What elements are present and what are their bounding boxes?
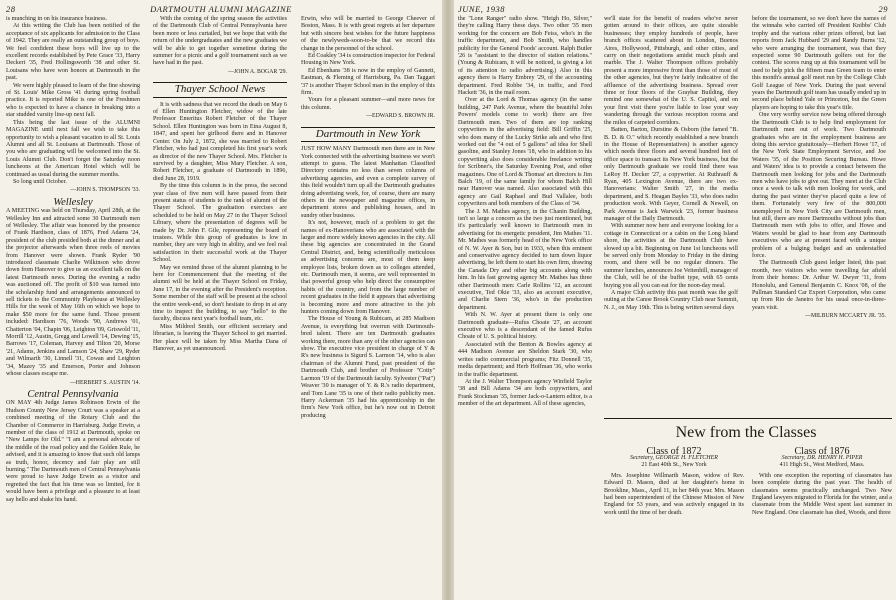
paragraph: Batten, Barton, Durstine & Osborn (the famed "B. B. D. & O." which recently established a new branch in the House of Representatives) is another agency which needs three floors and several hundred feet of office space to transact its New York business, but the only Dartmouth graduate we could find there was LeRoy H. Decker '27, a copywriter. At Ruthrauff & Ryan, 405 Lexington Avenue, there are two ex-Hanoverians: Walter Smith '27, in the media department, and S. Heagan Bayles '33, who does radio production work. With Geyer, Cornell & Newell, on Park Avenue is Jack Warwick '23, former business manager of the Daily Dartmouth. [604, 127, 738, 222]
paragraph: Ed Ebenhans '38 is now in the employ of Gannett, Eastman, & Fleming of Harrisburg, Pa. Dan Taggart '37 is another Thayer School man in the employ of this firm. [301, 67, 435, 97]
paragraph: At the J. Walter Thompson agency Winfield Taylor '38 and Bill Adams '34 are both copywriters, and Frank Stockman '35, former Jack-o-Lantern editor, is a member of the art department. All of these agencies, [458, 378, 592, 408]
class-address: 21 East 40th St., New York [641, 462, 707, 469]
paragraph: we'll state for the benefit of readers who've never gotten around to their offices, are quite sizeable businesses; they employ hundreds of people, have branch offices scattered about in London, Buenos Aires, Hollywood, Pittsburgh, and other cities, and carry on their negotiations amidst much plush and marble. The J. Walter Thompson offices probably present a more impressive front than those of most of the other agencies, but they're fairly indicative of the affluence of the advertising business. Spread over three or four floors of the Graybar Building, they remind one somewhat of the U. S. Capitol, and on your first visit there you're liable to lose your way wandering through the various reception rooms and the miles of carpeted corridors. [604, 16, 738, 126]
paragraph: A major Club activity this past month was the golf outing at the Canoe Brook Country Club near Summit, N. J., on May 19th. This is being written several days [604, 290, 738, 311]
class-title: Class of 1876 [794, 446, 850, 457]
paragraph: It is with sadness that we record the death on May 6 of Ellen Huntington Fletcher, widow of the late Professor Emeritus Robert Fletcher of the Thayer School. Ellen Huntington was born in Etna August 8, 1847, and spent her girlhood there and in Hanover Center. On July 2, 1872, she was married to Robert Fletcher, who had just completed his first year's work as director of the new Thayer School. Mrs. Fletcher is survived by a daughter, Miss Mary Fletcher. A son, Robert Fletcher, a graduate of Dartmouth in 1896, died June 28, 1919. [153, 101, 287, 182]
paragraph: is munching in on his insurance business. [6, 16, 108, 22]
paragraph: Erwin, who will be married to George Cheever of Boston, Mass. It is with great regrets at her departure but with sincere best wishes for the future happiness of the newlyweds-soon-to-be that we record this change in the personnel of the school. [301, 16, 435, 52]
class-address: 411 High St., West Medford, Mass. [779, 462, 865, 469]
section-title-thayer: Thayer School News [153, 82, 287, 97]
section-title-wellesley: Wellesley [53, 196, 93, 208]
paragraph: JUST HOW MANY Dartmouth men there are in New York connected with the advertising business we won't attempt to guess. The latest Manhattan Classified Directory contains no less than seven columns of advertising agencies, and even a complete survey of this field wouldn't turn up all the Dartmouth graduates doing advertising work, for, of course, there are many others in the newspaper and magazine offices, in department stores and publishing houses, and in sundry other business. [301, 146, 435, 219]
paragraph: The House of Young & Rubicam, at 285 Madison Avenue, is everything but overrun with Dartmouth-bred talent. There are ten Dartmouth graduates working there, more than any of the other agencies can show. The executive vice president in charge of Y & R's new business is Sigurd S. Larmon '14, who is also chairman of the Alumni Fund, past president of the Dartmouth Club, and brother of Professor "Cotty" Larmon '19 of the Dartmouth faculty. Sylvester ("Pat") Weaver '30 is manager of Y. & R.'s radio department, and Tom Lane '35 is one of their radio publicity men. Harry Ackerman '35 had his apprenticeship in the firm's New York office, but he's now out in Detroit producing [301, 316, 436, 419]
paragraph: At this writing the Club has been notified of the acceptance of six applicants for admission to the Class of 1942. They are really an outstanding group of boys. We feel confident these boys will live up to the excellent records established by Pete Grace '33, Harry Deckert '35, Fred Hollingsworth '38 and other St. Louisans who have won honors at Dartmouth in the past. [6, 23, 140, 82]
paragraph: The J. M. Mathes agency, in the Chanin Building, isn't so large a concern as the two just mentioned, but it's particularly well known to Dartmouth men in advertising for its energetic president, Jim Mathes '11. Mr. Mathes was formerly head of the New York office of N. W. Ayer & Son, but in 1933, when this eminent and conservative agency decided to turn down liquor advertising, he left them to start his own firm, drawing the Canada Dry and other big accounts along with him. In his fast growing agency Mr. Mathes has three other Dartmouth men: Carle Rollins '12, an account executive, Ted Okie '33, also an account executive, and Charlie Stern '36, who's in the production department. [458, 208, 592, 311]
class-1872 [604, 448, 744, 517]
paragraph: May we remind those of the alumni planning to be here for Commencement that the meeting of the alumni will be held at the Thayer School on Friday, June 17, in the evening after the President's reception. Some member of the staff will be present at the school the entire week-end, so don't hesitate to drop in at any time to inspect the building, to say "hello" to the faculty, discuss next year's football team, etc. [153, 264, 287, 323]
signature: —JOHN S. THOMPSON '33. [70, 187, 140, 194]
running-head-left: DARTMOUTH ALUMNI MAGAZINE [150, 4, 292, 14]
section-title-central-pennsylvania: Central Pennsylvania [27, 388, 119, 400]
right-column-1 [458, 16, 592, 409]
paragraph: With N. W. Ayer at present there is only one Dartmouth graduate—Rufus Choate '27, an account executive who is a descendant of the famed Rufus Choate of U. S. political history. [458, 312, 592, 341]
paragraph: Ed Coakley '34 is construction inspector for Federal Housing in New York. [301, 53, 435, 67]
paragraph: By the time this column is in the press, the second year class of five men will have passed from their present status of students to the rank of alumni of the Thayer School. The graduation exercises are scheduled to be held on May 27 in the Thayer School Library, where the presentation of degrees will be made by Dr. John F. Gile, representing the board of trustees. While this group of graduates is low in number, they are very high in ability, and we feel real satisfaction in their successful work at the Thayer School. [153, 183, 287, 264]
divider [604, 418, 892, 419]
paragraph: Mrs. Josephine Willmarth Mason, widow of Rev. Edward D. Mason, died at her daughter's home in Brookline, Mass., April 11, in her 84th year. Mrs. Mason had been superintendent of the Chinese Mission of New England for 53 years, and was actively engaged in its work until the time of her death. [604, 472, 744, 516]
binding-gutter [442, 0, 454, 600]
right-page [454, 0, 896, 600]
paragraph: With summer now here and everyone looking for a cottage in Connecticut or a cabin on the Long Island shore, the activities at the Dartmouth Club have slowed up a bit. Beginning on June 1st luncheons will be served only from Monday to Friday in the dining room, and there will be no regular dinners. The summer lunches, announces Joe Veitenhill, manager of the Club, will be of the buffet type, with 65 cents buying you all you can eat for the noon-day meal. [604, 223, 738, 289]
classes-heading: New from the Classes [675, 424, 817, 441]
class-title: Class of 1872 [646, 446, 702, 457]
right-column-2 [604, 16, 738, 416]
paragraph: This being the last issue of the ALUMNI MAGAZINE until next fall we wish to take this opportunity to wish a pleasant vacation to all St. Louis Alumni and all St. Louisans at Dartmouth. Those of you who are graduating will be welcomed into the St. Louis Alumni Club. Don't forget the Saturday noon luncheons at the American Hotel which will be continued as usual during the summer months. [6, 119, 140, 178]
paragraph: before the tournament, so we don't have the names of the winnahs who carried off President Knibbs' Club trophy and the various other prizes offered, but last reports from Jack Hubbard '29 and Randy Burns '12, who were arranging the tournament, was that they expected some 90 Dartmouth golfers out for the contest. The scores rung up at this tournament will be used to help pick the fifteen man Green team to enter this month's annual golf meet run by the College Club Golf League of New York. During the past several years the Dartmouth golf team has usually ended up in second place behind Yale or Princeton, but the Green players are hoping to take this year's title. [752, 16, 886, 111]
paragraph: It's not, however, much of a problem to get the names of ex-Hanoverians who are associated with the larger and more widely known agencies in the city. All these big agencies are concentrated in the Grand Central District, and, being scientifically meticulous as advertising concerns are, most of them keep employee lists, broken down as to colleges attended, etc. Dartmouth men, it seems, are well represented in that powerful group who help direct the consumptive habits of the country, and from the large number of recent graduates in the field it appears that advertising is becoming more and more attractive to the job hunters coming down from Hanover. [301, 220, 435, 316]
paragraph: Miss Mildred Smith, our efficient secretary and librarian, is leaving the Thayer School to get married. Her place will be taken by Miss Martha Dana of Hanover, as yet unannounced. [153, 323, 287, 353]
paragraph: With the coming of the spring season the activities of the Dartmouth Club of Central Pennsylvania have been more or less curtailed, but we hope that with the return of the undergraduates and the new graduates we will be able to get together sometime during the summer for a picnic and a golf tournament such as we have had in the past. [153, 16, 287, 67]
section-title-new-york: Dartmouth in New York [301, 127, 435, 142]
right-column-3 [752, 16, 886, 416]
paragraph: The Dartmouth Club guest ledger listed, this past month, two visitors who were travelling far afield from their homes: Dr. Arthur W. Dwyer '11, from Honolulu, and General Benjamin C. Knox '08, of the Pullman Standard Car Export Corporation, who came up from Rio de Janeiro for his usual once-in-three-years visit. [752, 260, 886, 311]
signature: —HERBERT S. AUSTIN '14. [70, 379, 140, 386]
paragraph: the "Lone Ranger" radio show. "Heigh Ho, Silver," they're calling Harry these days. Two other '35 men working for the concern are Bob Feiss, who's in the traffic department, and Bob Smith, who handles publicity for the General Foods' account. Ralph Butler '26 is "assistant to the director of station relations." (Young & Rubicam, it will be noticed, is giving a lot of its attention to radio advertising.) Also in this agency there is Harry Embrey '29, of the accounting department. Fred Robbe '34, in traffic, and Fred Hackett '36, in the mail room. [458, 16, 592, 97]
paragraph: With one exception the reporting of classmates has been complete during the past year. The health of classmates seems practically unchanged. Two New England lawyers migrated to Florida for the winter, and a classmate from the Middle West spent last summer in New England. One classmate has died, Woods, and three [752, 472, 892, 516]
left-page-number: 28 [6, 4, 16, 14]
signature: —MILBURN MCCARTY JR. '35. [805, 313, 886, 320]
paragraph: One very worthy service now being offered through the Dartmouth Club is to help find employment for Dartmouth men out of work. Two Dartmouth graduates who are in the employment business are doing this service gratuitously—Herbert Howe '17, of the New York State Employment Service, and Joe Waters '35, of the Position Securing Bureau. Howe and Waters' idea is to provide a contact between the Dartmouth men looking for jobs and the Dartmouth men who have jobs to give out. They meet at the Club once a week to talk with men looking for work, and during the past winter they've placed quite a few of them. Fortunately very few of the 800,000 unemployed in New York City are Dartmouth men, but still, there are more Dartmouths without jobs than Dartmouth men with jobs to offer, and Howe and Waters would be glad to hear from any Dartmouth executives who are at present faced with a unique problem of a bulging budget and an understaffed force. [752, 112, 886, 259]
running-head-date: JUNE, 1938 [458, 4, 506, 14]
left-column-3 [301, 16, 435, 420]
paragraph: Associated with the Benton & Bowles agency at 444 Madison Avenue are Sheldon Stark '30, who writes radio commercial programs; Fitz Donnell '35, media department; and Herb Hoffman '36, who works in the traffic department. [458, 341, 592, 378]
paragraph: Yours for a pleasant summer—and more news for this column. [301, 97, 435, 111]
paragraph: So long until October. [13, 178, 67, 185]
paragraph: A MEETING was held on Thursday, April 28th, at the Wellesley Inn and attracted some 30 Dartmouth men of Wellesley. The affair was honored by the presence of Frank Hardison, class of 1876, Fred Adams '24, president of the club presided both at the dinner and at the projector afterwards when three reels of movies from Hanover were shown. Frank Ryder '90 introduced classmate Charlie Wilkinson who drove down from Hanover to give us an excellent talk on the latest Dartmouth news. During the evening a radio was auctioned off. The profit of $10 was turned into the scholarship fund and arrangements announced to sell tickets to the Community Playhouse at Wellesley Hills for the week of May 16th on which we hope to make $50 more for the same fund. Those present included: Hardison '76, Woods '90, Andrews '01, Chatterton '04, Chapin '06, Leighton '09, Griswold '11, Morrill '12, Austin, Gregg and Lowell '14, Dewing '15, Barrows '17, Coleman, Harvey and Tilton '20, Morse '21, Adams, Jenkins and Lamson '24, Shaw '29, Ryder and Wilmarth '30, Linnell '31, Cowan and Leighton '34, Mazey '35 and Emerson, Porter and Johnson whose classes escape me. [6, 208, 140, 378]
left-page [0, 0, 442, 600]
right-page-number: 29 [878, 4, 888, 14]
signature: —JOHN A. BOGAR '29. [228, 68, 287, 75]
paragraph: Over at the Lord & Thomas agency (in the same building, 247 Park Avenue, where the beautiful John Powers' models come to work) there are five Dartmouth men. Two of them are top ranking copywriters in the advertising field: Bill Griffin '25, who does many of the Lucky Strike ads and who first worked out the "4 out of 5 gallons" ad idea for Shell gasoline, and Stanley Jones '18, who in addition to his copywriting also does considerable freelance writing for Scribner's, the Saturday Evening Post, and other magazines. One of Lord & Thomas' art directors is Jim Balch '19, of the same family for whom Balch Hill near Hanover was named. Also associated with this agency are Gail Raphael and Bud Vallalee, both copywriters and both members of the Class of '34. [458, 97, 592, 208]
signature: —EDWARD S. BROWN JR. [366, 113, 435, 120]
left-column-1 [6, 16, 140, 504]
left-column-2 [153, 16, 287, 353]
paragraph: ON MAY 4th Judge James Robinson Erwin of the Hudson County New Jersey Court was a speaker at a combined meeting of the Rotary Club and the Chamber of Commerce in Harrisburg. Judge Erwin, a member of the class of 1912 at Dartmouth, spoke on "New Lamps for Old." "I am a personal advocate of the middle of the road policy and the Golden Rule, he advised, and it is amazing to know that such old lamps as truth, honor, decency and fair play are still burning." The Dartmouth men of Central Pennsylvania were proud to have Judge Erwin as a visitor and regretted the fact that his time was so limited, for it would have been a privilege and a pleasure to at least say hello and shake his hand. [6, 400, 140, 503]
class-1876 [752, 448, 892, 517]
class-secretary: Secretary, DR. HENRY H. PIPER [781, 455, 863, 462]
paragraph: We were highly pleased to learn of the fine showing of St. Louis' Mike Gross '41 during spring football practice. It is reported Mike is one of the Freshmen who is expected to have a chance in breaking into a star studded varsity line-up next fall. [6, 82, 140, 119]
class-secretary: Secretary, GEORGE H. FLETCHER [630, 455, 718, 462]
